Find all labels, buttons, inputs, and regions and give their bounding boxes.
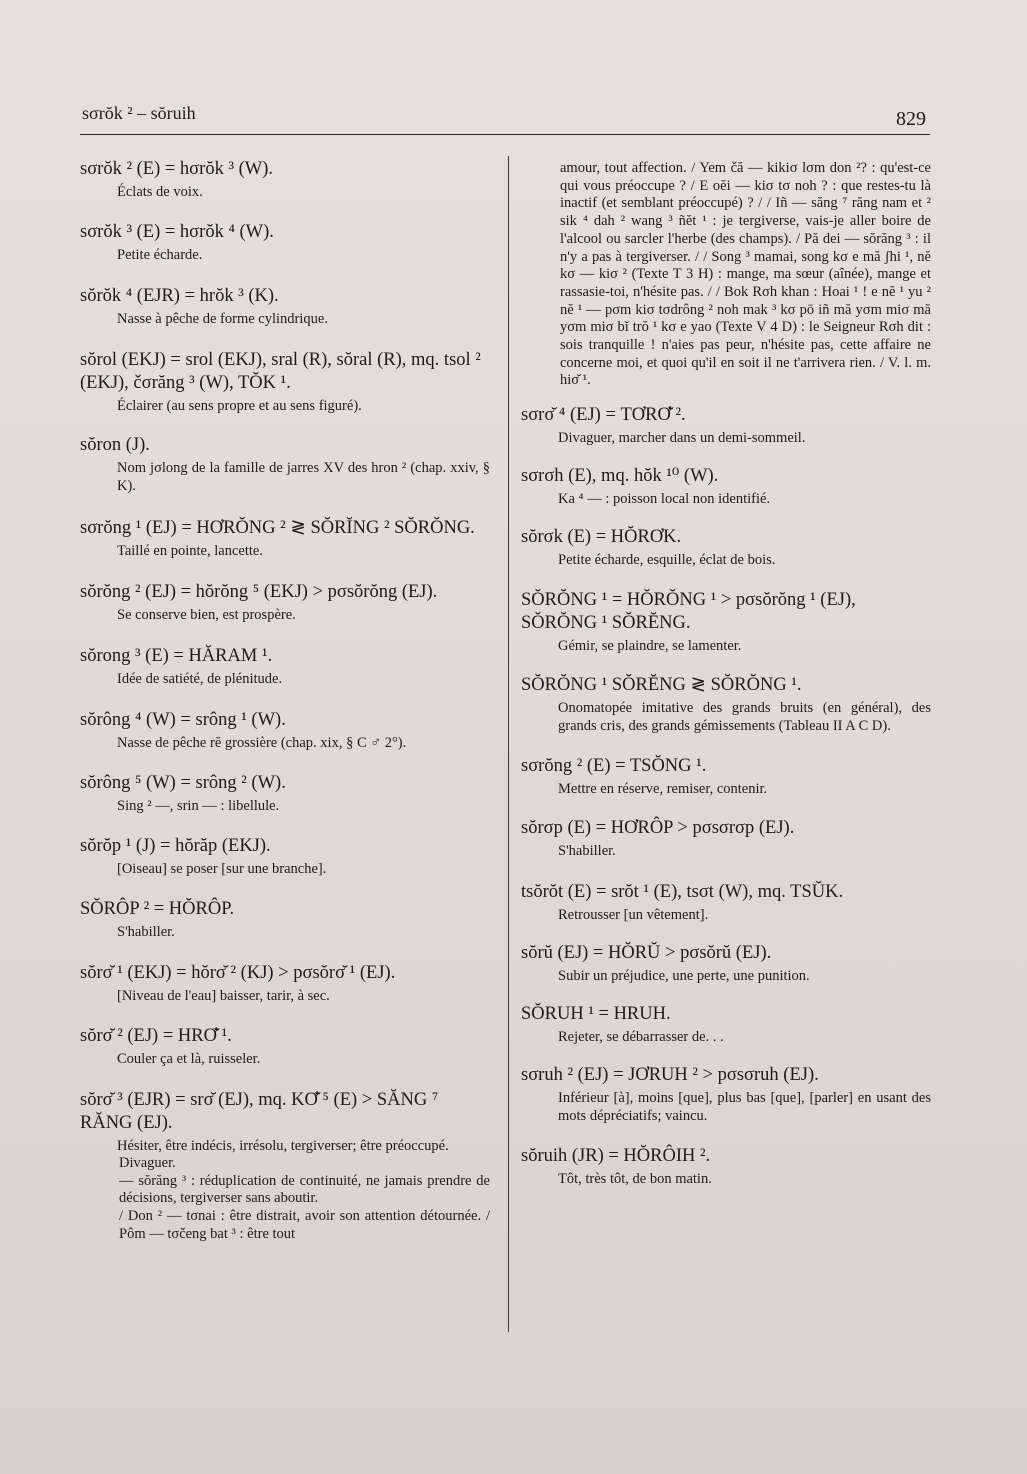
entry-headword: sŏrσ̆ ³ (EJR) = srσ̆ (EJ), mq. KƠ̆ ⁵ (E) > SĂNG ⁷ RĂNG (EJ). (80, 1090, 439, 1133)
dictionary-entry (521, 1003, 931, 1046)
entry-definition: Tôt, très tôt, de bon matin. (558, 1171, 712, 1188)
dictionary-entry (80, 709, 490, 752)
entry-headword: sσrσ̆ ⁴ (EJ) = TƠRƠ̆ ². (521, 405, 686, 426)
entry-headword: sσrŏng ¹ (EJ) = HƠRŎNG ² ≷ SŎRĬNG ² SŎRŎNG. (80, 518, 475, 538)
dictionary-entry (80, 517, 490, 560)
dictionary-entry-continuation (521, 160, 931, 390)
entry-headword: sŏrσk (E) = HŎRƠK. (521, 527, 682, 548)
entry-headword: sσrŏk ² (E) = hσrŏk ³ (W). (80, 159, 274, 179)
entry-headword: sŏruih (JR) = HŎRÔIH ². (521, 1146, 711, 1167)
dictionary-entry (80, 772, 490, 815)
entry-definition: Subir un préjudice, une perte, une punition. (558, 968, 810, 985)
entry-headword: sσrσh (E), mq. hŏk ¹⁰ (W). (521, 466, 719, 487)
entry-headword: sσruh ² (EJ) = JƠRUH ² > pσsσruh (EJ). (521, 1065, 819, 1086)
dictionary-entry (80, 962, 490, 1005)
entry-headword: sŏrŏk ⁴ (EJR) = hrŏk ³ (K). (80, 286, 279, 306)
dictionary-entry (80, 1089, 490, 1244)
page-number: 829 (896, 108, 926, 130)
dictionary-entry (80, 1025, 490, 1068)
right-column (521, 160, 931, 1188)
entry-headword: SŎRUH ¹ = HRUH. (521, 1004, 671, 1025)
entry-definition: Sing ² —, srin — : libellule. (117, 798, 280, 814)
entry-headword: sŏrσ̆ ² (EJ) = HRƠ̆ ¹. (80, 1026, 232, 1046)
entry-headword: sŏrσ̆ ¹ (EKJ) = hŏrσ̆ ² (KJ) > pσsŏrσ̆ ¹ (EJ). (80, 963, 396, 983)
entry-definition: Gémir, se plaindre, se lamenter. (558, 638, 742, 655)
entry-headword: sŏrŏng ² (EJ) = hŏrŏng ⁵ (EKJ) > pσsŏrŏng (EJ). (80, 582, 438, 602)
column-divider (508, 156, 509, 1332)
entry-definition: Mettre en réserve, remiser, contenir. (558, 781, 768, 798)
entry-definition: Éclats de voix. (117, 184, 203, 200)
dictionary-entry (80, 349, 490, 415)
entry-definition: Inférieur [à], moins [que], plus bas [que], [parler] en usant des mots dépréciatifs; vaincu. (558, 1090, 931, 1125)
dictionary-entry (80, 581, 490, 624)
entry-definition: Rejeter, se débarrasser de. . . (558, 1029, 724, 1046)
entry-headword: tsŏrŏt (E) = srŏt ¹ (E), tsσt (W), mq. TSŬK. (521, 882, 844, 903)
dictionary-entry (521, 1145, 931, 1188)
entry-definition: Petite écharde, esquille, éclat de bois. (558, 552, 776, 569)
entry-example: — sŏrăng ³ : réduplication de continuité, ne jamais prendre de décisions, tergiverser sans aboutir. (119, 1172, 490, 1207)
entry-headword: sŏrol (EKJ) = srol (EKJ), sral (R), sŏral (R), mq. tsol ² (EKJ), čσrăng ³ (W), TŎK ¹. (80, 350, 481, 393)
dictionary-entry (521, 404, 931, 447)
entry-headword: sŏrông ⁵ (W) = srông ² (W). (80, 773, 286, 793)
dictionary-entry (521, 465, 931, 508)
dictionary-entry (521, 817, 931, 860)
dictionary-entry (521, 589, 931, 655)
entry-definition: [Niveau de l'eau] baisser, tarir, à sec. (117, 988, 330, 1004)
entry-example: Divaguer. (119, 1155, 176, 1171)
entry-definition: Petite écharde. (117, 247, 203, 263)
entry-headword: SŎRŎNG ¹ SŎRĔNG ≷ SŎRŎNG ¹. (521, 675, 802, 696)
entry-headword: sŏrông ⁴ (W) = srông ¹ (W). (80, 710, 286, 730)
dictionary-entry (80, 434, 490, 495)
entry-definition: Éclairer (au sens propre et au sens figuré). (117, 398, 362, 414)
entry-definition: Onomatopée imitative des grands bruits (en général), des grands cris, des grands gémissements (Tableau II A C D). (558, 700, 931, 735)
dictionary-entry (80, 221, 490, 264)
entry-definition: Hésiter, être indécis, irrésolu, tergiverser; être préoccupé. (117, 1138, 449, 1154)
entry-definition: Nasse de pêche rĕ grossière (chap. xix, § C ♂ 2°). (117, 735, 407, 751)
dictionary-entry (521, 526, 931, 569)
entry-definition: Divaguer, marcher dans un demi-sommeil. (558, 430, 806, 447)
entry-definition: Nasse à pêche de forme cylindrique. (117, 311, 328, 327)
entry-definition: S'habiller. (558, 843, 616, 860)
dictionary-entry (80, 898, 490, 941)
dictionary-entry (80, 645, 490, 688)
dictionary-entry (80, 835, 490, 878)
entry-definition: Idée de satiété, de plénitude. (117, 671, 283, 687)
running-head: sσrŏk ² – sŏruih (82, 103, 196, 123)
dictionary-entry (521, 755, 931, 798)
entry-headword: sŏron (J). (80, 435, 150, 455)
entry-continuation-text: amour, tout affection. / Yem čă — kikiσ lσm don ²? : qu'est-ce qui vous préoccupe ? / E oĕi — kiσ tσ noh ? : que restes-tu là inactif (et semblant préoccupé) ? / / Iñ — săng ⁷ răng nam et ² sik ⁴ dah ² wang ³ ñĕt ¹ : je tergiverse, vais-je aller boire de l'alcool ou sarcler l'herbe (des champs). / Pă dei — sŏrăng ³ : il n'y a pas à tergiverser. / / Song ³ mamai, song kσ e mă ʃhi ¹, nĕ kσ — kiσ ² (Texte T 3 H) : mange, ma sœur (aînée), mange et rassasie-toi, n'hésite pas. / / Bok Rσh khan : Hoai ¹ ! e nĕ ¹ yu ² nĕ ¹ — pσm kiσ tσdrông ² noh mak ³ kσ pō iñ mă yσm miσ mă yσm miσ bĭ trŏ ¹ kσ e yao (Texte V 4 D) : le Seigneur Rσh dit : sois tranquille ! n'aies pas peur, n'hésite pas, cette affaire ne concerne moi, et quoi qu'il en soit il ne t'arrivera rien. / V. l. m. hiσ̆ ¹. (560, 160, 931, 389)
entry-definition: Se conserve bien, est prospère. (117, 607, 296, 623)
entry-headword: sŏrŭ (EJ) = HŎRŬ > pσsŏrŭ (EJ). (521, 943, 772, 964)
left-column (80, 150, 490, 1244)
header-rule (80, 134, 930, 135)
entry-headword: sσrŏng ² (E) = TSŎNG ¹. (521, 756, 707, 777)
dictionary-entry (521, 881, 931, 924)
dictionary-entry (80, 285, 490, 328)
entry-headword: sσrŏk ³ (E) = hσrŏk ⁴ (W). (80, 222, 274, 242)
entry-definition: Taillé en pointe, lancette. (117, 543, 263, 559)
dictionary-entry (521, 942, 931, 985)
entry-headword: sŏrong ³ (E) = HĂRAM ¹. (80, 646, 273, 666)
entry-definition: Nom jσlong de la famille de jarres XV des hron ² (chap. xxiv, § K). (117, 460, 490, 494)
entry-definition: Retrousser [un vêtement]. (558, 907, 709, 924)
entry-definition: Couler ça et là, ruisseler. (117, 1051, 261, 1067)
dictionary-entry (521, 1064, 931, 1125)
entry-headword: SŎRÔP ² = HŎRÔP. (80, 899, 235, 919)
entry-example: / Don ² — tσnai : être distrait, avoir son attention détournée. / Pôm — tσčeng bat ³ : être tout (119, 1208, 490, 1242)
entry-definition: Ka ⁴ — : poisson local non identifié. (558, 491, 771, 508)
entry-headword: sŏrŏp ¹ (J) = hŏrăp (EKJ). (80, 836, 271, 856)
dictionary-entry (521, 674, 931, 735)
entry-definition: S'habiller. (117, 924, 175, 940)
dictionary-entry (80, 158, 490, 201)
entry-definition: [Oiseau] se poser [sur une branche]. (117, 861, 327, 877)
entry-headword: sŏrσp (E) = HƠRÔP > pσsσrσp (EJ). (521, 818, 795, 839)
entry-headword: SŎRŎNG ¹ = HŎRŎNG ¹ > pσsŏrŏng ¹ (EJ), SŎRŎNG ¹ SŎRĔNG. (521, 590, 856, 634)
